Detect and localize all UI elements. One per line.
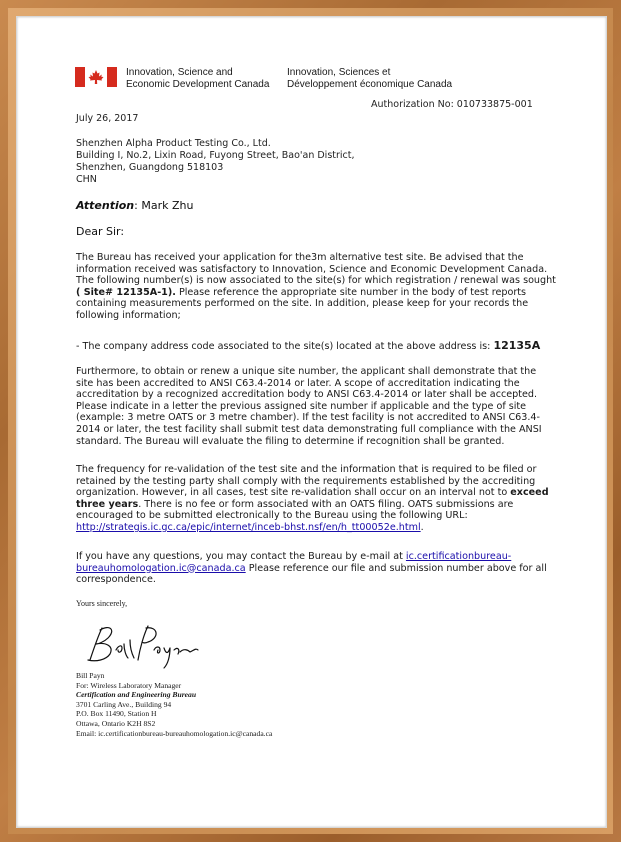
handwritten-signature <box>80 620 200 672</box>
signature-block <box>76 671 272 738</box>
exceed-three-years: exceed three years <box>76 487 549 510</box>
paragraph-contact: If you have any questions, you may contact the Bureau by e-mail at ic.certificationbureau-bureauhomologation.ic@canada.ca Please reference our file and submission number above for all correspondence. <box>76 551 547 586</box>
recipient-address <box>76 138 355 186</box>
department-name-french: Innovation, Sciences et Développement économique Canada <box>287 67 453 90</box>
paragraph-address-code: - The company address code associated to the site(s) located at the above address is: 12135A <box>76 339 541 352</box>
signer-name: Bill Payn <box>76 671 105 680</box>
attention-line <box>76 199 193 212</box>
company-address-code: 12135A <box>493 339 541 352</box>
department-name-english: Innovation, Science and Economic Development Canada <box>126 67 270 90</box>
recipient-city: Shenzhen, Guangdong 518103 <box>76 162 224 173</box>
attention-label: Attention <box>76 199 135 212</box>
recipient-street: Building I, No.2, Lixin Road, Fuyong Street, Bao'an District, <box>76 150 355 161</box>
canada-flag-icon <box>75 67 117 87</box>
paragraph-site-registration: The Bureau has received your application for the3m alternative test site. Be advised that the information received was satisfactory to Innovation, Science and Economic Development Canada. The following number(s) is now associated to the site(s) for which registration / renewal was sought ( Site# 12135A-1). Please reference the appropriate site number in the body of test reports containing measurements performed on the site. In addition, please keep for your records the following information; <box>76 252 556 321</box>
site-number: ( Site# 12135A-1). <box>76 286 176 298</box>
signer-address-2: P.O. Box 11490, Station H <box>76 709 157 719</box>
authorization-number: Authorization No: 010733875-001 <box>371 99 533 110</box>
salutation: Dear Sir: <box>76 225 125 238</box>
signer-address-3: Ottawa, Ontario K2H 8S2 <box>76 718 156 728</box>
paragraph-accreditation: Furthermore, to obtain or renew a unique site number, the applicant shall demonstrate that the site has been accredited to ANSI C63.4-2014 or later. A scope of accreditation indicating the accreditation by a recognized accreditation body to ANSI C63.4-2014 or later shall be accepted. Please indicate in a letter the previous assigned site number if applicable and the type of site (example: 3 metre OATS or 3 metre chamber). If the test facility is not accredited to ANSI C63.4-2014 or later, the test facility shall submit test data demonstrating full compliance with the ANSI standard. The Bureau will evaluate the filing to determine if recognition shall be granted. <box>76 366 542 447</box>
bureau-email-link[interactable]: ic.certificationbureau-bureauhomologation.ic@canada.ca <box>76 551 512 574</box>
signer-email: Email: ic.certificationbureau-bureauhomologation.ic@canada.ca <box>76 728 273 738</box>
recipient-country: CHN <box>76 174 97 185</box>
letter-date: July 26, 2017 <box>76 113 139 124</box>
closing: Yours sincerely, <box>76 599 128 608</box>
paragraph-revalidation: The frequency for re-validation of the test site and the information that is required to be filed or retained by the testing party shall comply with the requirements established by the accrediting organization. However, in all cases, test site re-validation shall occur on an interval not to exceed three years. There is no fee or form associated with an OATS filing. OATS submissions are encouraged to be submitted electronically to the Bureau using the following URL: http://strategis.ic.gc.ca/epic/internet/inceb-bhst.nsf/en/h_tt00052e.html. <box>76 464 549 533</box>
signer-address-1: 3701 Carling Ave., Building 94 <box>76 699 172 709</box>
oats-url-link[interactable]: http://strategis.ic.gc.ca/epic/internet/inceb-bhst.nsf/en/h_tt00052e.html <box>76 521 421 533</box>
signer-title: For: Wireless Laboratory Manager <box>76 680 182 690</box>
recipient-company: Shenzhen Alpha Product Testing Co., Ltd. <box>76 138 271 149</box>
attention-name: : Mark Zhu <box>134 199 194 212</box>
signer-bureau: Certification and Engineering Bureau <box>76 690 197 700</box>
